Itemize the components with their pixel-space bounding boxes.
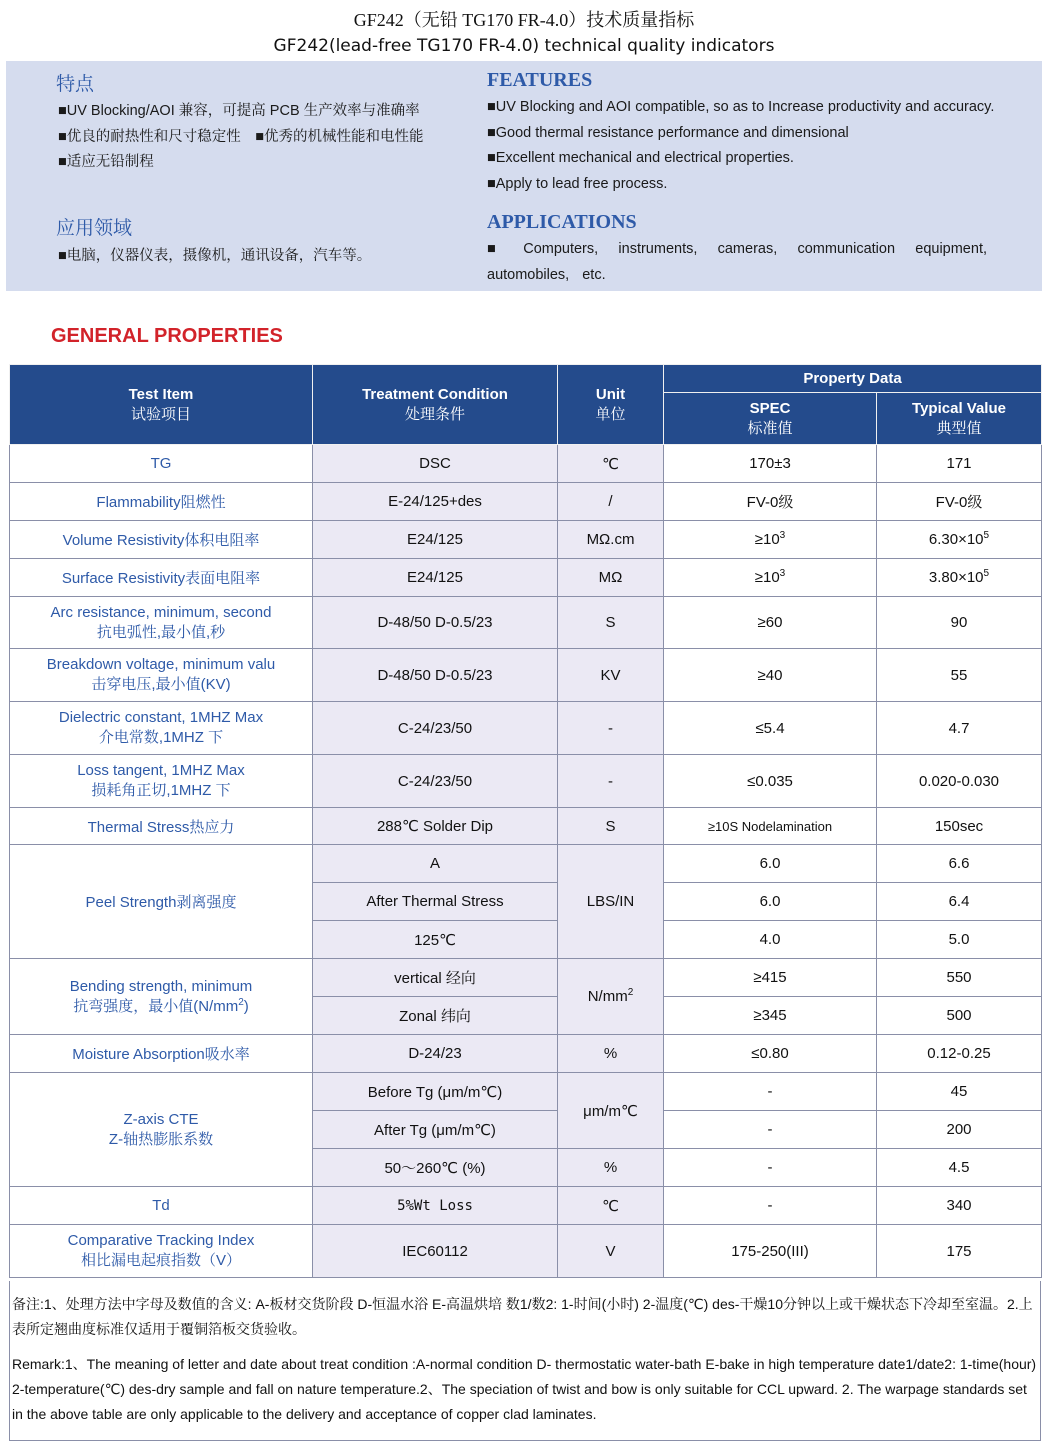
table-row: TG DSC ℃ 170±3 171 [10,445,1042,483]
features-heading-cn: 特点 [56,73,95,95]
table-row: Dielectric constant, 1MHZ Max 介电常数,1MHZ 下 C-24/23/50 - ≤5.4 4.7 [10,702,1042,755]
applications-en-text: ■ Computers, instruments, cameras, communication equipment, automobiles, etc. [487,241,987,283]
table-row: 125℃ 4.0 5.0 [10,921,1042,959]
features-heading-en: FEATURES [487,69,593,91]
table-row: Zonal 纬向 ≥345 500 [10,997,1042,1035]
table-row: Z-axis CTE Z-轴热膨胀系数 Before Tg (μm/m℃) μm/m℃ - 45 [10,1073,1042,1111]
table-row: Thermal Stress热应力 288℃ Solder Dip S ≥10S Nodelamination 150sec [10,808,1042,845]
table-row: Td 5%Wt Loss ℃ - 340 [10,1187,1042,1225]
table-row: Comparative Tracking Index 相比漏电起痕指数（V） IEC60112 V 175-250(III) 175 [10,1225,1042,1278]
table-row: After Thermal Stress 6.0 6.4 [10,883,1042,921]
feature-en-item: ■Apply to lead free process. [487,176,668,192]
general-properties-heading: GENERAL PROPERTIES [51,325,283,347]
feature-cn-item: ■UV Blocking/AOI 兼容，可提高 PCB 生产效率与准确率 [58,103,420,119]
header-treatment: Treatment Condition 处理条件 [313,365,558,445]
properties-table [9,364,1042,1278]
header-typical: Typical Value 典型值 [877,393,1042,445]
table-row: Loss tangent, 1MHZ Max 损耗角正切,1MHZ 下 C-24/23/50 - ≤0.035 0.020-0.030 [10,755,1042,808]
header-property-data: Property Data [664,365,1042,393]
header-unit: Unit 单位 [558,365,664,445]
table-row: Surface Resistivity表面电阻率 E24/125 MΩ $\ge 10^3$ $3.80\times 10^5$ [10,559,1042,597]
applications-cn-text: ■电脑，仪器仪表，摄像机，通讯设备，汽车等。 [58,248,372,264]
table-row: Breakdown voltage, minimum valu 击穿电压,最小值(KV) D-48/50 D-0.5/23 KV ≥40 55 [10,649,1042,702]
remarks-box [9,1281,1041,1441]
remark-cn: 备注:1、处理方法中字母及数值的含义: A-板材交货阶段 D-恒温水浴 E-高温烘培 数1/数2: 1-时间(小时) 2-温度(℃) des-干燥10分钟以上或干燥状态下冷却至室温。2.上表所定翘曲度标准仅适用于覆铜箔板交货验收。 [12,1296,1033,1337]
table-row: Arc resistance, minimum, second 抗电弧性,最小值,秒 D-48/50 D-0.5/23 S ≥60 90 [10,597,1042,649]
table-row: After Tg (μm/m℃) - 200 [10,1111,1042,1149]
table-row: Flammability阻燃性 E-24/125+des / FV-0级 FV-0级 [10,483,1042,521]
feature-cn-item: ■适应无铅制程 [58,154,154,170]
table-row: Bending strength, minimum 抗弯强度，最小值$(N/mm^2)$ vertical 经向 $N/mm^2$ ≥415 550 [10,959,1042,997]
features-panel [6,61,1042,291]
feature-en-item: ■Good thermal resistance performance and dimensional [487,125,849,141]
feature-cn-item: ■优良的耐热性和尺寸稳定性 ■优秀的机械性能和电性能 [58,129,424,145]
applications-heading-cn: 应用领域 [56,217,133,239]
header-spec: SPEC 标准值 [664,393,877,445]
page-title-en: GF242(lead-free TG170 FR-4.0) technical quality indicators [273,36,775,56]
table-row: 50～260℃ (%) % - 4.5 [10,1149,1042,1187]
table-row: Moisture Absorption吸水率 D-24/23 % ≤0.80 0.12-0.25 [10,1035,1042,1073]
header-test-item: Test Item 试验项目 [10,365,313,445]
feature-en-item: ■UV Blocking and AOI compatible, so as to Increase productivity and accuracy. [487,99,995,115]
table-row: Volume Resistivity体积电阻率 E24/125 MΩ.cm $\ge 10^3$ $6.30\times 10^5$ [10,521,1042,559]
page-title-cn: GF242（无铅 TG170 FR-4.0）技术质量指标 [353,10,695,30]
table-row: Peel Strength剥离强度 A LBS/IN 6.0 6.6 [10,845,1042,883]
feature-en-item: ■Excellent mechanical and electrical properties. [487,150,794,166]
applications-heading-en: APPLICATIONS [487,211,637,233]
remark-en: Remark:1、The meaning of letter and date about treat condition :A-normal condition D- thermostatic water-bath E-bake in high temperature date1/date2: 1-time(hour) 2-temperature(℃) des-dry sample and fall on nature temperature.2、The speciation of twist and bow is only suitable for CCL upward. 2. The warpage standards set in the above table are only applicable to the delivery and acceptance of copper clad laminates. [12,1356,1037,1422]
